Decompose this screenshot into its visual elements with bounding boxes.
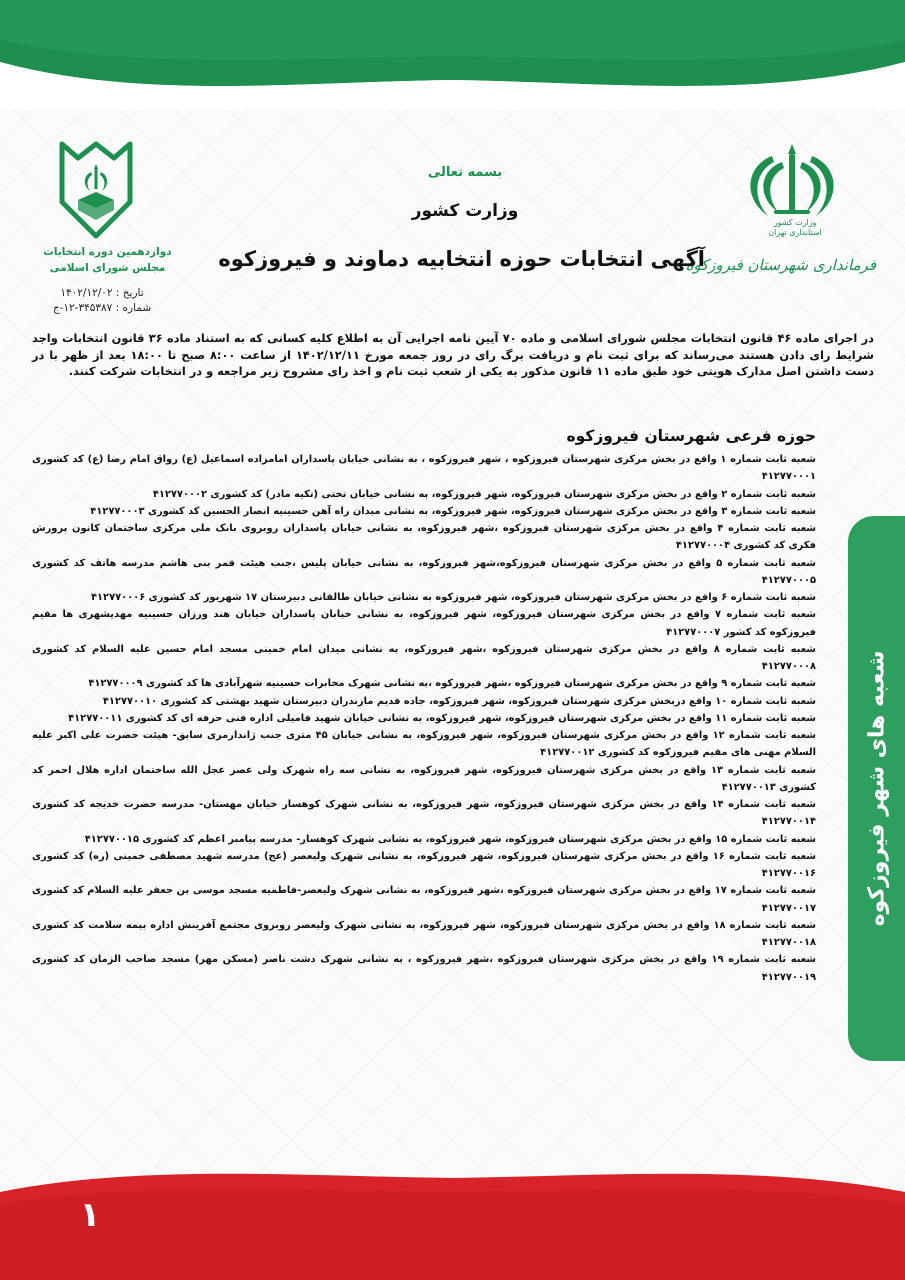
- side-label-text: شعبه های شهر فیروزکوه: [863, 650, 889, 927]
- governorate-small-text-1: وزارت کشور: [773, 218, 817, 227]
- branch-item: شعبه ثابت شماره ۵ واقع در بخش مرکزی شهرستان فیروزکوه،شهر فیروزکوه، به نشانی خیابان پلیس ،جنب هیئت قمر بنی هاشم مدرسه هاتف کد کشوری ۴۱۲۷۷۰۰۰۵: [32, 557, 817, 586]
- notice-number: شماره : ۳۴۵۳۸۷-۱۲-ج: [52, 302, 152, 314]
- branch-item: شعبه ثابت شماره ۱۵ واقع در بخش مرکزی شهرستان فیروزکوه، شهر فیروزکوه، به نشانی شهرک کوهسار- مدرسه پیامبر اعظم کد کشوری ۴۱۲۷۷۰۰۱۵: [84, 833, 816, 845]
- election-logo-caption-line1: دوازدهمین دوره انتخابات: [43, 246, 172, 258]
- notice-title: آگهی انتخابات حوزه انتخابیه دماوند و فیروزکوه: [218, 247, 705, 271]
- ministry-name: وزارت کشور: [411, 201, 519, 221]
- branch-item: شعبه ثابت شماره ۴ واقع در بخش مرکزی شهرستان فیروزکوه ،شهر فیروزکوه، به نشانی خیابان پاسداران روبروی بانک ملی مرکزی ساختمان کانون پرورش فکری کد کشوری ۴۱۲۷۷۰۰۰۴: [32, 523, 817, 552]
- branch-list: [32, 451, 816, 986]
- branch-item: شعبه ثابت شماره ۷ واقع در بخش مرکزی شهرستان فیروزکوه، شهر فیروزکوه، به نشانی خیابان پاسداران خیابان هند ورزان حسینیه مهدیشهری ها مقیم فیروزکوه کد کشور ۴۱۲۷۷۰۰۰۷: [32, 609, 816, 638]
- branch-item: شعبه ثابت شماره ۱۴ واقع در بخش مرکزی شهرستان فیروزکوه، شهر فیروزکوه، به نشانی شهرک کوهسار خیابان مهستان- مدرسه حضرت خدیجه کد کشوری ۴۱۲۷۷۰۰۱۴: [32, 799, 816, 828]
- branch-item: شعبه ثابت شماره ۱۲ واقع در بخش مرکزی شهرستان فیروزکوه، شهر فیروزکوه، به نشانی خیابان ۴۵ متری جنب ژاندارمری سابق- هیئت حضرت علی اکبر علیه السلام مهنی های مقیم فیروزکوه کد کشوری ۴۱۲۷۷۰۰۱۲: [32, 730, 816, 759]
- branch-item: شعبه ثابت شماره ۱۱ واقع در بخش مرکزی شهرستان فیروزکوه، شهر فیروزکوه، به نشانی خیابان شهید فامیلی اداره فنی حرفه ای کد کشوری ۴۱۲۷۷۰۰۱۱: [68, 712, 816, 724]
- notice-date: تاریخ : ۱۴۰۲/۱۲/۰۲: [60, 287, 144, 299]
- branch-item: شعبه ثابت شماره ۳ واقع در بخش مرکزی شهرستان فیروزکوه، شهر فیروزکوه، به نشانی میدان راه آهن حسینیه انصار الحسین کد کشوری ۴۱۲۷۷۰۰۰۳: [90, 505, 816, 517]
- governorate-small-text-2: استانداری تهران: [768, 228, 822, 237]
- branch-item: شعبه ثابت شماره ۱۷ واقع در بخش مرکزی شهرستان فیروزکوه ،شهر فیروزکوه، به نشانی شهرک ولیعصر-فاطمیه مسجد موسی بن جعفر علیه السلام کد کشوری ۴۱۲۷۷۰۰۱۷: [32, 885, 817, 914]
- top-green-band: [0, 0, 905, 110]
- branch-item: شعبه ثابت شماره ۹ واقع در بخش مرکزی شهرستان فیروزکوه ،شهر فیروزکوه ،به نشانی شهرک مخابرات حسینیه شهرآبادی ها کد کشوری ۴۱۲۷۷۰۰۰۹: [88, 678, 816, 690]
- branch-item: شعبه ثابت شماره ۱۰ واقع دربخش مرکزی شهرستان فیروزکوه، شهر فیروزکوه، جاده قدیم مازندران دبیرستان شهید بهشتی کد کشوری ۴۱۲۷۷۰۰۱۰: [102, 695, 816, 707]
- governorate-name: فرمانداری شهرستان فیروزکوه: [685, 256, 876, 274]
- election-logo-caption-line2: مجلس شورای اسلامی: [49, 262, 166, 274]
- side-label: [848, 516, 905, 1061]
- bottom-red-band: [0, 1160, 905, 1280]
- intro-paragraph: در اجرای ماده ۴۶ قانون انتخابات مجلس شورای اسلامی و ماده ۷۰ آیین نامه اجرایی آن به اطلاع کلیه کسانی که به استناد ماده ۳۶ قانون انتخابات واجد شرایط رای دادن هستند می‌رساند که برای ثبت نام و دریافت برگ رای در روز جمعه مورخ ۱۴۰۲/۱۲/۱۱ از ساعت ۸:۰۰ صبح تا ۱۸:۰۰ بعد از ظهر با در دست داشتن اصل مدارک هویتی خود طبق ماده ۱۱ قانون مذکور به یکی از شعب ثبت نام و اخذ رای مشروح زیر مراجعه و در انتخابات شرکت کنند.: [32, 331, 874, 378]
- branch-item: شعبه ثابت شماره ۸ واقع در بخش مرکزی شهرستان فیروزکوه ،شهر فیروزکوه، به نشانی میدان امام خمینی مسجد امام حسین علیه السلام کد کشوری ۴۱۲۷۷۰۰۰۸: [32, 643, 816, 672]
- branch-item: شعبه ثابت شماره ۱۸ واقع در بخش مرکزی شهرستان فیروزکوه، شهر فیروزکوه، به نشانی شهرک ولیعصر روبروی مجتمع آفرینش اداره بیمه سلامت کد کشوری ۴۱۲۷۷۰۰۱۸: [32, 919, 817, 948]
- branch-item: شعبه ثابت شماره ۲ واقع در بخش مرکزی شهرستان فیروزکوه، شهر فیروزکوه، به نشانی خیابان تختی (تکیه مادر) کد کشوری ۴۱۲۷۷۰۰۰۲: [152, 488, 816, 500]
- section-title: حوزه فرعی شهرستان فیروزکوه: [566, 427, 816, 445]
- bismillah-text: بسمه تعالی: [427, 165, 503, 180]
- branch-item: شعبه ثابت شماره ۱۶ واقع در بخش مرکزی شهرستان فیروزکوه، شهر فیروزکوه، به نشانی شهرک ولیعصر (عج) مدرسه شهید مصطفی خمینی (ره) کد کشوری ۴۱۲۷۷۰۰۱۶: [32, 850, 817, 879]
- governorate-small-text: [755, 218, 835, 238]
- branch-item: شعبه ثابت شماره ۱۹ واقع در بخش مرکزی شهرستان فیروزکوه ،شهر فیروزکوه ، به نشانی شهرک دشت ناصر (مسکن مهر) مسجد صاحب الزمان کد کشوری ۴۱۲۷۷۰۰۱۹: [32, 954, 817, 983]
- page-number: ۱: [79, 1195, 101, 1235]
- header: [218, 160, 705, 274]
- branch-item: شعبه ثابت شماره ۶ واقع در بخش مرکزی شهرستان فیروزکوه، شهر فیروزکوه به نشانی خیابان طالقانی دبیرستان ۱۷ شهریور کد کشوری ۴۱۲۷۷۰۰۰۶: [90, 592, 816, 603]
- branch-item: شعبه ثابت شماره ۱۳ واقع در بخش مرکزی شهرستان فیروزکوه، شهر فیروزکوه، به نشانی سه راه شهرک ولی عصر عجل الله ساختمان اداره هلال احمر کد کشوری ۴۱۲۷۷۰۰۱۳: [32, 764, 816, 793]
- election-logo-icon: [56, 140, 136, 240]
- branch-item: شعبه ثابت شماره ۱ واقع در بخش مرکزی شهرستان فیروزکوه ، شهر فیروزکوه ، به نشانی خیابان پاسداران امامزاده اسماعیل (ع) رواق امام رضا (ع) کد کشوری ۴۱۲۷۷۰۰۰۱: [32, 454, 817, 483]
